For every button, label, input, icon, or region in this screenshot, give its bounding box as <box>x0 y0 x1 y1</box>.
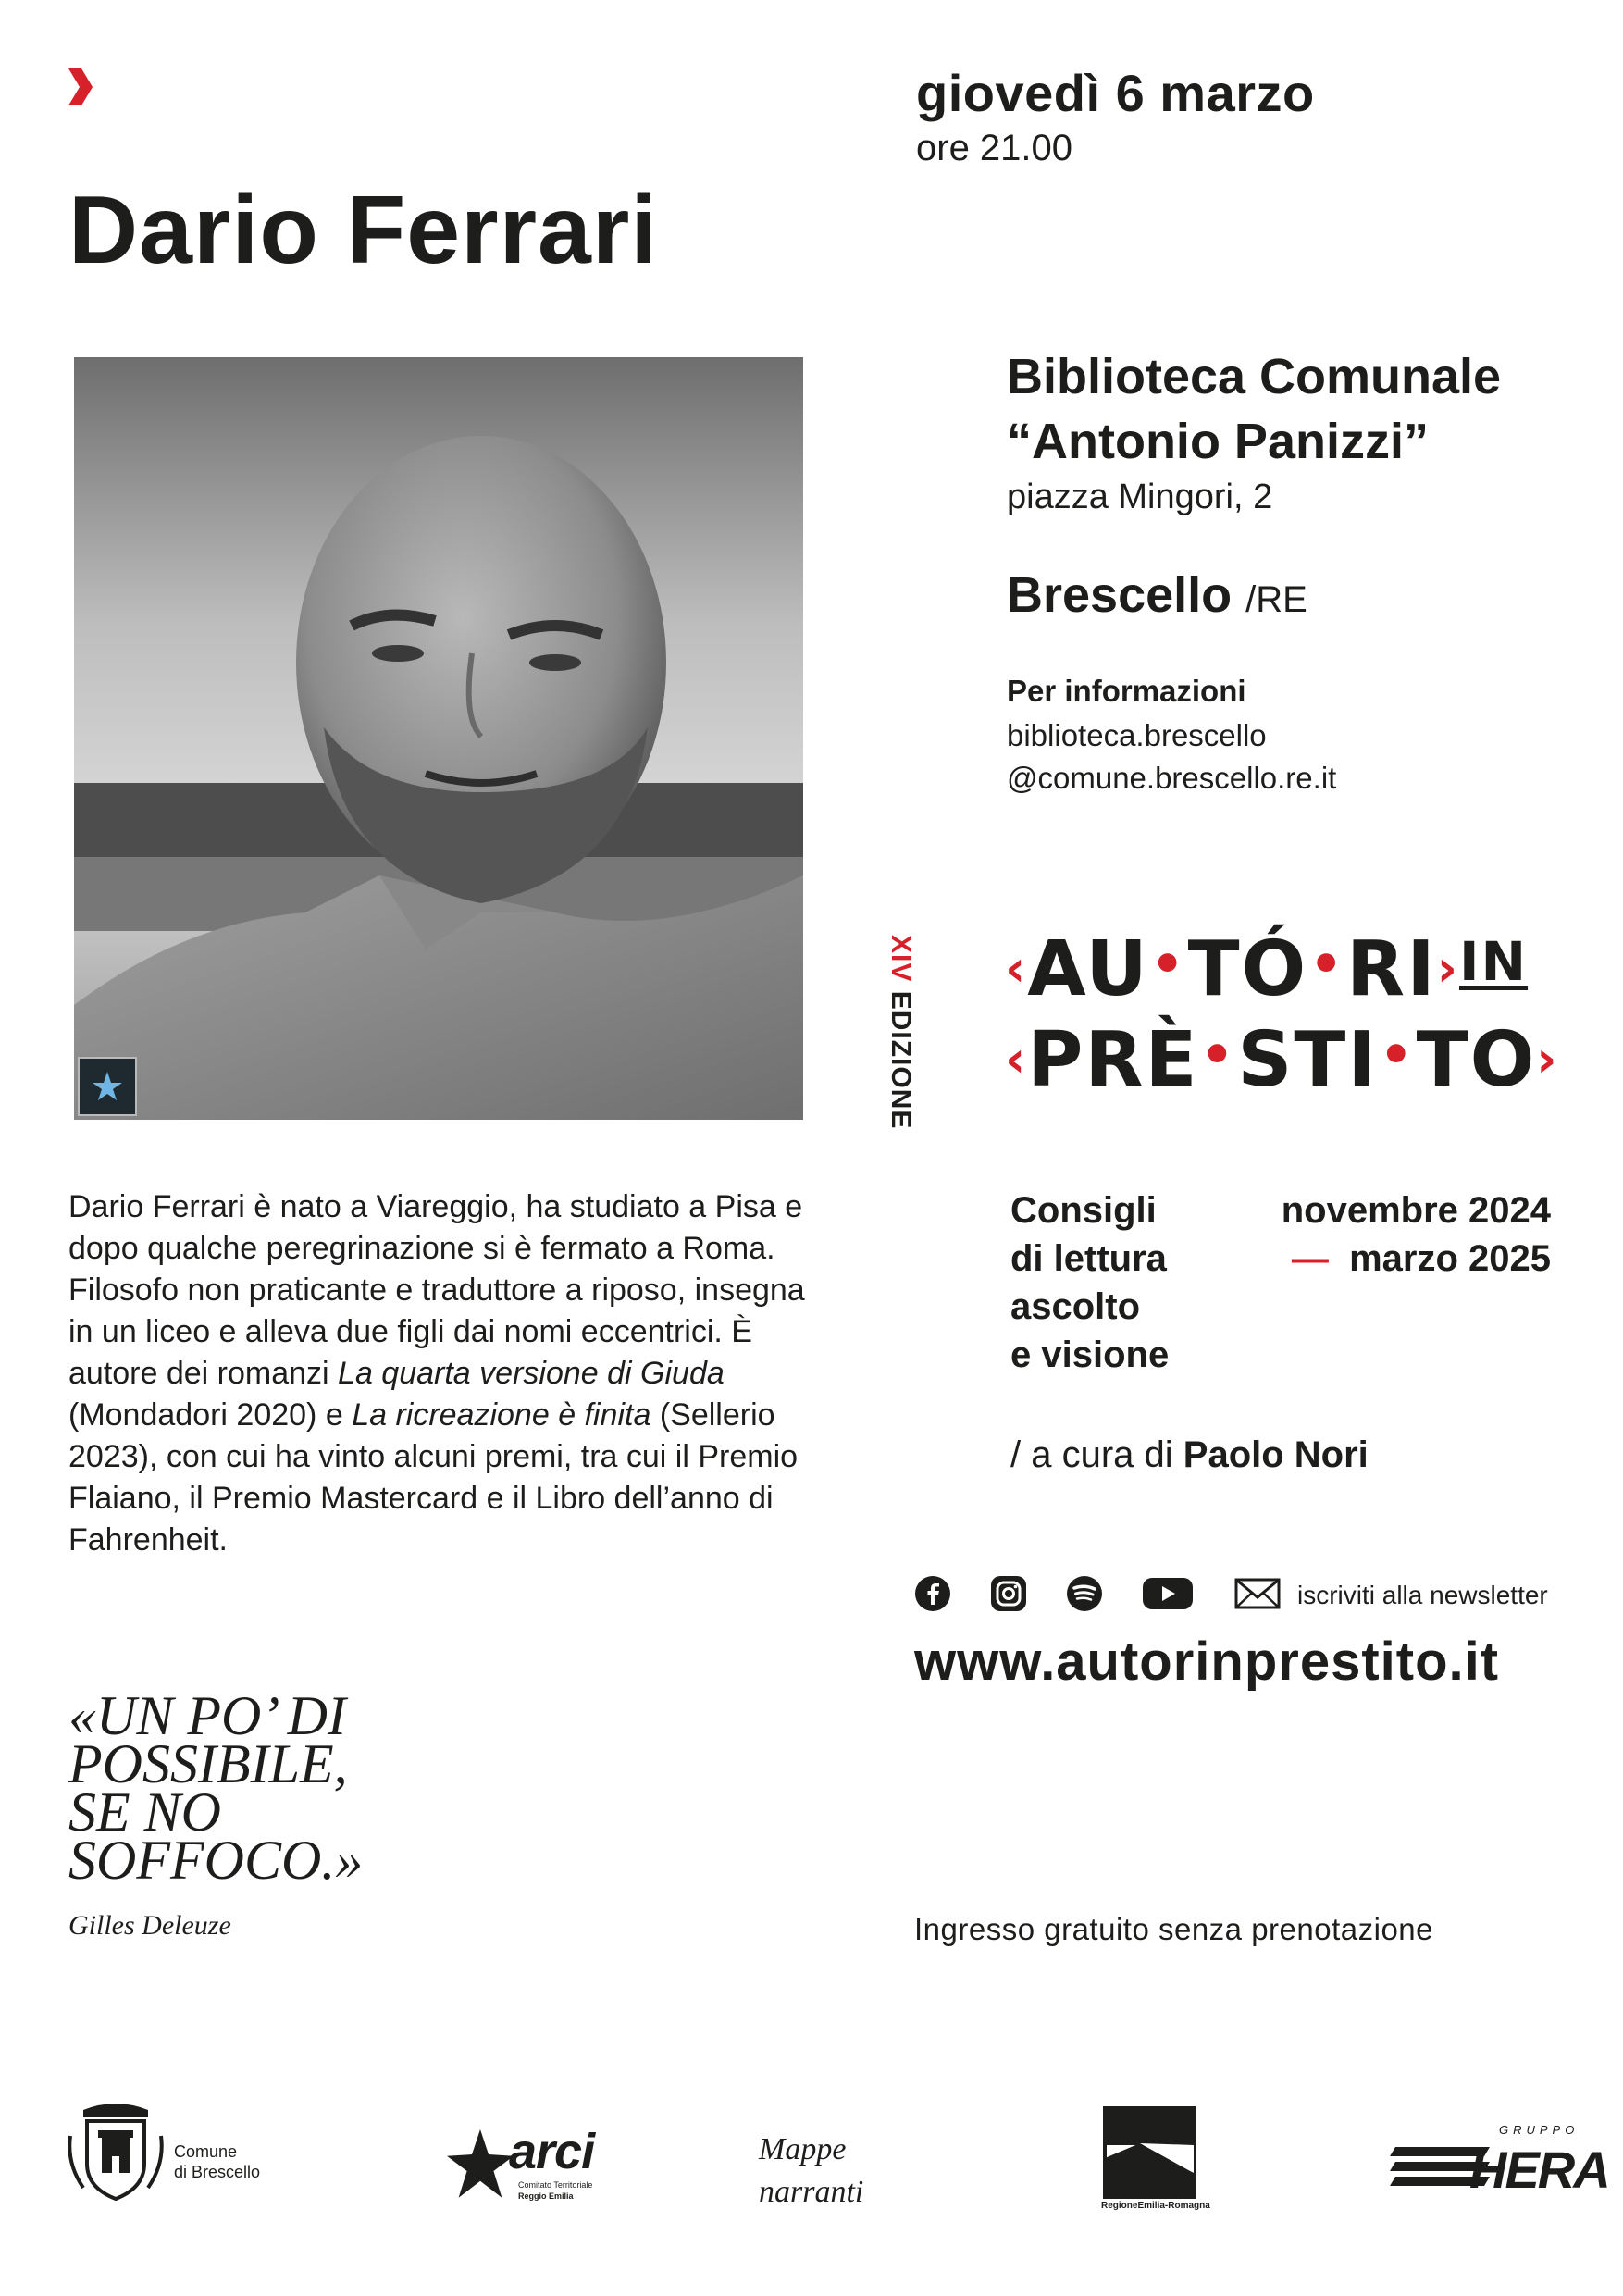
festival-logo-row2: ‹PRÈ•STI•TO› <box>1005 1016 1559 1104</box>
info-title: Per informazioni <box>1007 674 1246 708</box>
bio-text: Dario Ferrari è nato a Viareggio, ha studiato a Pisa e dopo qualche peregrinazione si è fermato a Roma. Filosofo non praticante e traduttore a riposo, insegna in un liceo e alleva due figli dai nomi eccentrici. È autore dei romanzi <box>68 1189 805 1391</box>
event-time: ore 21.00 <box>916 128 1073 168</box>
season-start: novembre 2024 <box>1281 1190 1551 1231</box>
edition-label <box>879 935 916 1129</box>
season-end: marzo 2025 <box>1349 1238 1551 1279</box>
curator-name: Paolo Nori <box>1183 1434 1369 1475</box>
regione-label: RegioneEmilia-Romagna <box>1101 2201 1210 2211</box>
subtitle-line: e visione <box>1010 1334 1170 1375</box>
logo-syllable: TÓ <box>1187 925 1308 1013</box>
logo-syllable: PRÈ <box>1027 1016 1199 1104</box>
hera-logo <box>1388 2119 1609 2216</box>
info-email-line2: @comune.brescello.re.it <box>1007 761 1337 795</box>
subtitle-line: Consigli <box>1010 1190 1157 1231</box>
photo-credit-badge <box>78 1057 137 1116</box>
spotify-icon[interactable] <box>1066 1575 1103 1612</box>
author-bio <box>68 1186 827 1561</box>
logo-syllable: RI <box>1346 925 1437 1013</box>
website-link[interactable]: www.autorinprestito.it <box>914 1632 1500 1692</box>
facebook-icon[interactable] <box>914 1575 951 1612</box>
venue-name <box>1007 344 1501 474</box>
event-date: giovedì 6 marzo <box>916 64 1315 122</box>
info-email-line1: biblioteca.brescello <box>1007 718 1267 752</box>
quote-author: Gilles Deleuze <box>68 1910 231 1941</box>
star-icon <box>80 1059 135 1114</box>
arci-logo <box>444 2117 595 2224</box>
arci-sub1: Comitato Territoriale <box>518 2180 593 2190</box>
book-title: La ricreazione è finita <box>352 1397 651 1433</box>
quote-line: SOFFOCO.» <box>68 1830 364 1891</box>
entry-note: Ingresso gratuito senza prenotazione <box>914 1912 1434 1946</box>
city-name: Brescello <box>1007 567 1233 623</box>
arci-sub2: Reggio Emilia <box>518 2191 574 2201</box>
author-portrait-image <box>74 357 803 1120</box>
envelope-icon[interactable] <box>1234 1575 1281 1612</box>
city-province: /RE <box>1245 579 1307 620</box>
author-name: Dario Ferrari <box>68 177 659 284</box>
youtube-icon[interactable] <box>1142 1575 1194 1612</box>
bio-text: (Sellerio 2023), con cui ha vinto alcuni premi, tra cui il Premio Flaiano, il Premio Mastercard e il Libro dell’anno di Fahrenheit. <box>68 1397 799 1558</box>
venue-name-line2: “Antonio Panizzi” <box>1007 414 1429 469</box>
festival-season <box>1266 1186 1551 1283</box>
comune-line: di Brescello <box>174 2163 261 2181</box>
logo-syllable: TO <box>1416 1016 1537 1104</box>
book-title: La quarta versione di Giuda <box>338 1356 725 1391</box>
season-dash: — <box>1291 1238 1329 1279</box>
curator-prefix: / a cura di <box>1010 1434 1183 1475</box>
festival-subtitle <box>1010 1186 1169 1379</box>
bio-text: (Mondadori 2020) e <box>68 1397 353 1433</box>
quote-line: «UN PO’ DI <box>68 1685 346 1746</box>
quote <box>68 1685 364 1891</box>
logo-in-word: IN <box>1458 930 1529 993</box>
mappe-line: Mappe <box>759 2132 847 2166</box>
mappe-narranti-logo <box>759 2128 863 2214</box>
corner-chevron-icon <box>68 68 93 105</box>
quote-line: POSSIBILE, <box>68 1733 348 1794</box>
arci-name: arci <box>509 2124 595 2179</box>
edition-number: XIV <box>886 935 916 983</box>
subtitle-line: ascolto <box>1010 1286 1141 1327</box>
venue-name-line1: Biblioteca Comunale <box>1007 349 1502 404</box>
venue-city <box>1007 566 1307 624</box>
hera-name: HERA <box>1469 2141 1609 2199</box>
comune-line: Comune <box>174 2142 238 2161</box>
logo-syllable: AU <box>1027 925 1149 1013</box>
hera-group: GRUPPO <box>1499 2123 1580 2137</box>
quote-line: SE NO <box>68 1781 221 1843</box>
logo-syllable: STI <box>1237 1016 1378 1104</box>
instagram-icon[interactable] <box>990 1575 1027 1612</box>
festival-logo-row1: ‹AU•TÓ•RI›IN <box>1005 925 1529 1013</box>
edition-text: EDIZIONE <box>886 990 916 1130</box>
comune-crest-icon <box>65 2099 167 2203</box>
newsletter-link[interactable]: iscriviti alla newsletter <box>1297 1581 1548 1609</box>
comune-label <box>174 2141 260 2182</box>
season-end-line <box>1266 1235 1551 1283</box>
regione-emilia-romagna-logo-icon <box>1103 2106 1196 2199</box>
venue-address: piazza Mingori, 2 <box>1007 478 1273 516</box>
mappe-line: narranti <box>759 2175 864 2209</box>
subtitle-line: di lettura <box>1010 1238 1167 1279</box>
info-email[interactable] <box>1007 714 1336 800</box>
curator-credit <box>1010 1434 1369 1476</box>
author-photo <box>74 357 803 1120</box>
